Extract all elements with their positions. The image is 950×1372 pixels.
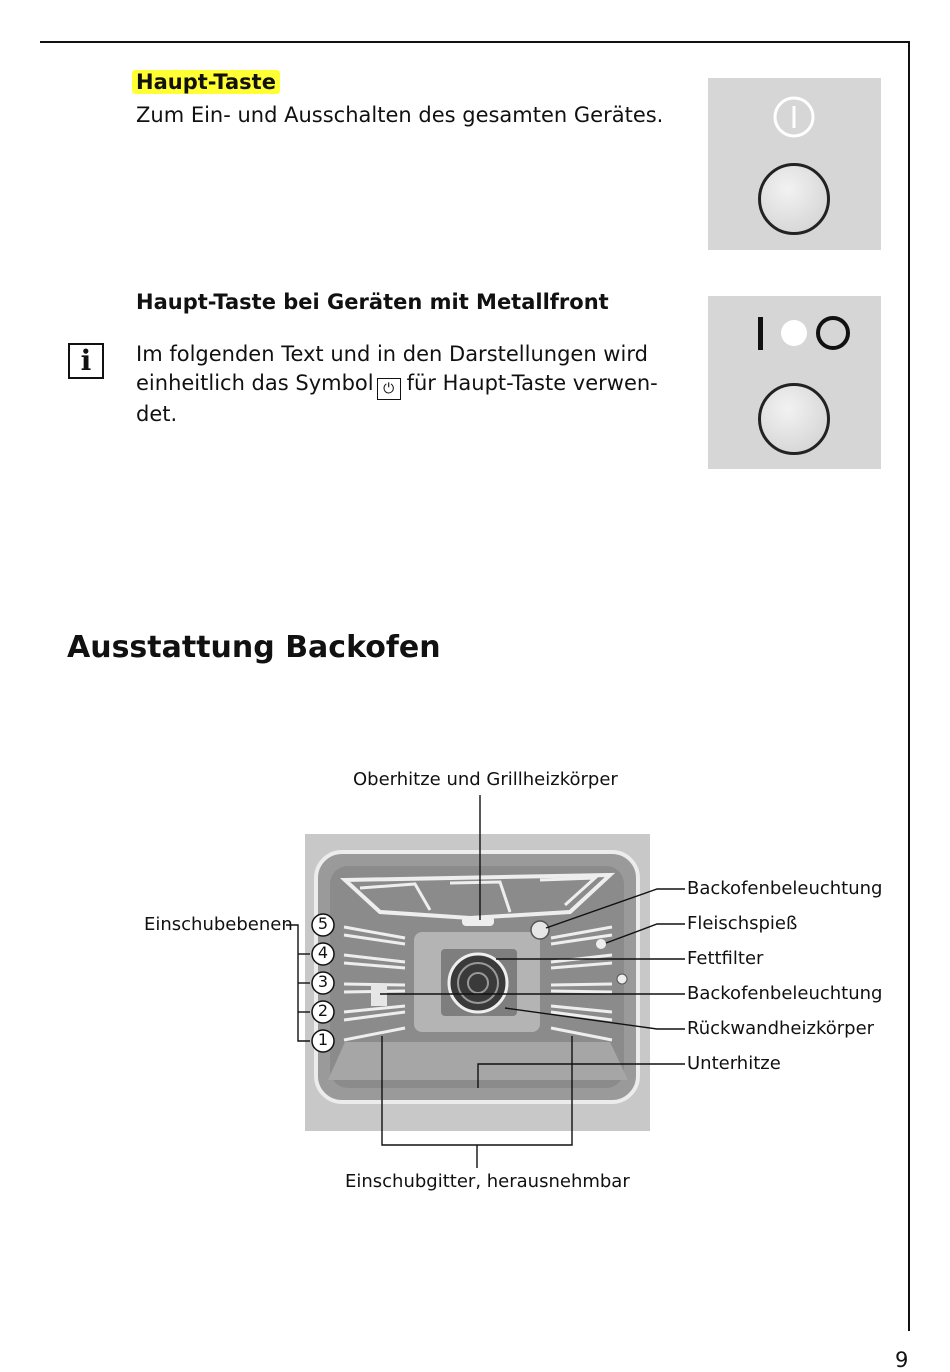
label-rotisserie: Fleischspieß (687, 913, 798, 934)
main-switch-description: Zum Ein- und Ausschalten des gesamten Gerätes. (136, 103, 664, 127)
label-shelf-racks: Einschubgitter, herausnehmbar (345, 1171, 630, 1192)
page-number: 9 (895, 1348, 909, 1372)
label-grease-filter: Fettfilter (687, 948, 764, 969)
label-oven-light-top: Backofenbeleuchtung (687, 878, 883, 899)
metal-front-heading: Haupt-Taste bei Geräten mit Metallfront (136, 290, 609, 314)
label-bottom-heat: Unterhitze (687, 1053, 781, 1074)
level-number: 1 (317, 1030, 329, 1049)
level-number: 5 (317, 914, 329, 933)
label-oven-light-side: Backofenbeleuchtung (687, 983, 883, 1004)
level-number: 4 (317, 943, 329, 962)
level-number: 3 (317, 972, 329, 991)
info-icon: i (68, 343, 104, 379)
power-symbol-icon: ⏻ (377, 378, 401, 400)
section-title: Ausstattung Backofen (67, 630, 441, 665)
metal-front-description: Im folgenden Text und in den Darstellungen wird einheitlich das Symbol ⏻ für Haupt-Taste verwen-det. (136, 342, 658, 426)
label-shelf-levels: Einschubebenen (144, 914, 293, 935)
label-top-heater: Oberhitze und Grillheizkörper (353, 769, 618, 790)
level-number: 2 (317, 1001, 329, 1020)
label-rear-heater: Rückwandheizkörper (687, 1018, 875, 1039)
main-switch-heading: Haupt-Taste (132, 70, 280, 94)
